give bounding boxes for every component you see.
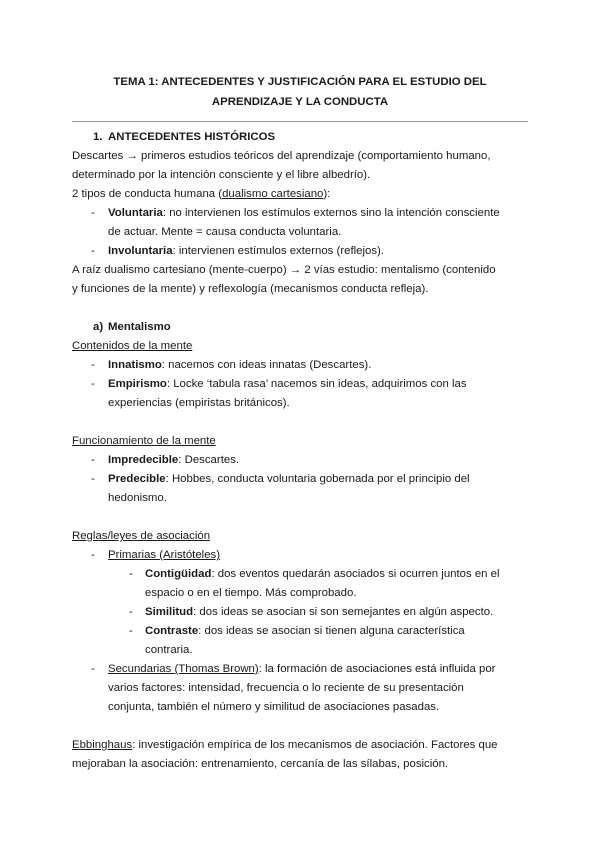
text: : investigación empírica de los mecanismos de asociación. Factores que <box>132 739 498 751</box>
text: ): <box>323 188 331 200</box>
term: Secundarias (Thomas Brown) <box>108 663 259 675</box>
term: Voluntaria <box>108 207 163 219</box>
text: : dos ideas se asocian si tienen alguna característica <box>198 625 465 637</box>
section-heading: ANTECEDENTES HISTÓRICOS <box>108 131 276 143</box>
text: 2 tipos de conducta humana ( <box>72 188 223 200</box>
title-line-1: TEMA 1: ANTECEDENTES Y JUSTIFICACIÓN PARA EL ESTUDIO DEL <box>113 76 487 88</box>
term: Predecible <box>108 473 166 485</box>
list-item-predecible-line-2: hedonismo. <box>108 492 167 504</box>
term: Similitud <box>145 606 194 618</box>
list-item-contraste <box>145 622 465 641</box>
list-item-secundarias <box>108 660 495 679</box>
contenidos-heading: Contenidos de la mente <box>72 340 193 352</box>
list-item-voluntaria <box>108 204 500 223</box>
term: Innatismo <box>108 359 162 371</box>
text: : dos eventos quedarán asociados si ocurren juntos en el <box>211 568 500 580</box>
funcionamiento-heading: Funcionamiento de la mente <box>72 435 216 447</box>
list-item-involuntaria <box>108 242 384 261</box>
list-item-empirismo <box>108 375 467 394</box>
term: Involuntaria <box>108 245 173 257</box>
list-item-secundarias-line-2: varios factores: intensidad, frecuencia o lo reciente de su presentación <box>108 682 464 694</box>
list-item-contiguidad-line-2: espacio o en el tiempo. Más comprobado. <box>145 587 357 599</box>
term: Ebbinghaus <box>72 739 133 751</box>
bullet-dash: - <box>91 454 95 466</box>
list-item-impredecible <box>108 451 239 470</box>
text: : dos ideas se asocian si son semejantes en algún aspecto. <box>193 606 494 618</box>
bullet-dash: - <box>91 378 95 390</box>
paragraph-descartes-line-1: Descartes → primeros estudios teóricos del aprendizaje (comportamiento humano, <box>72 150 491 162</box>
dualismo-link: dualismo cartesiano <box>222 188 324 200</box>
text: : nacemos con ideas innatas (Descartes). <box>161 359 372 371</box>
list-item-similitud <box>145 603 493 622</box>
list-item-contiguidad <box>145 565 500 584</box>
list-item-contraste-line-2: contraria. <box>145 644 193 656</box>
document-title <box>72 72 528 112</box>
list-item-voluntaria-line-2: de actuar. Mente = causa conducta voluntaria. <box>108 226 342 238</box>
list-item-secundarias-line-3: conjunta, también el número y similitud de asociaciones pasadas. <box>108 701 440 713</box>
paragraph-ebbinghaus <box>72 736 497 755</box>
text: : Descartes. <box>178 454 240 466</box>
title-divider <box>72 121 528 122</box>
text: : la formación de asociaciones está influida por <box>258 663 496 675</box>
list-item-predecible <box>108 470 470 489</box>
bullet-dash: - <box>91 663 95 675</box>
paragraph-raiz-line-2: y funciones de la mente) y reflexología (mecanismos conducta refleja). <box>72 283 429 295</box>
list-item-empirismo-line-2: experiencias (empiristas británicos). <box>108 397 290 409</box>
paragraph-ebbinghaus-line-2: mejoraban la asociación: entrenamiento, cercanía de las sílabas, posición. <box>72 758 449 770</box>
text: : no intervienen los estímulos externos sino la intención consciente <box>162 207 500 219</box>
term: Impredecible <box>108 454 179 466</box>
text: : Locke ‘tabula rasa’ nacemos sin ideas, adquirimos con las <box>166 378 467 390</box>
paragraph-dualismo <box>72 185 330 204</box>
list-item-primarias: Primarias (Aristóteles) <box>108 549 221 561</box>
bullet-dash: - <box>91 245 95 257</box>
subsection-label: a) <box>93 321 104 333</box>
section-number: 1. <box>93 131 103 143</box>
term: Empirismo <box>108 378 167 390</box>
subsection-heading: Mentalismo <box>108 321 171 333</box>
bullet-dash: - <box>91 359 95 371</box>
bullet-dash: - <box>129 606 133 618</box>
text: : Hobbes, conducta voluntaria gobernada por el principio del <box>165 473 470 485</box>
paragraph-raiz-line-1: A raíz dualismo cartesiano (mente-cuerpo) → 2 vías estudio: mentalismo (contenido <box>72 264 496 276</box>
bullet-dash: - <box>129 568 133 580</box>
paragraph-descartes-line-2: determinado por la intención consciente y el libre albedrío). <box>72 169 371 181</box>
bullet-dash: - <box>91 207 95 219</box>
bullet-dash: - <box>129 625 133 637</box>
term: Contigüidad <box>145 568 212 580</box>
text: : intervienen estímulos externos (reflejos). <box>172 245 385 257</box>
bullet-dash: - <box>91 549 95 561</box>
list-item-innatismo <box>108 356 371 375</box>
reglas-heading: Reglas/leyes de asociación <box>72 530 211 542</box>
term: Contraste <box>145 625 199 637</box>
bullet-dash: - <box>91 473 95 485</box>
title-line-2: APRENDIZAJE Y LA CONDUCTA <box>211 96 389 108</box>
